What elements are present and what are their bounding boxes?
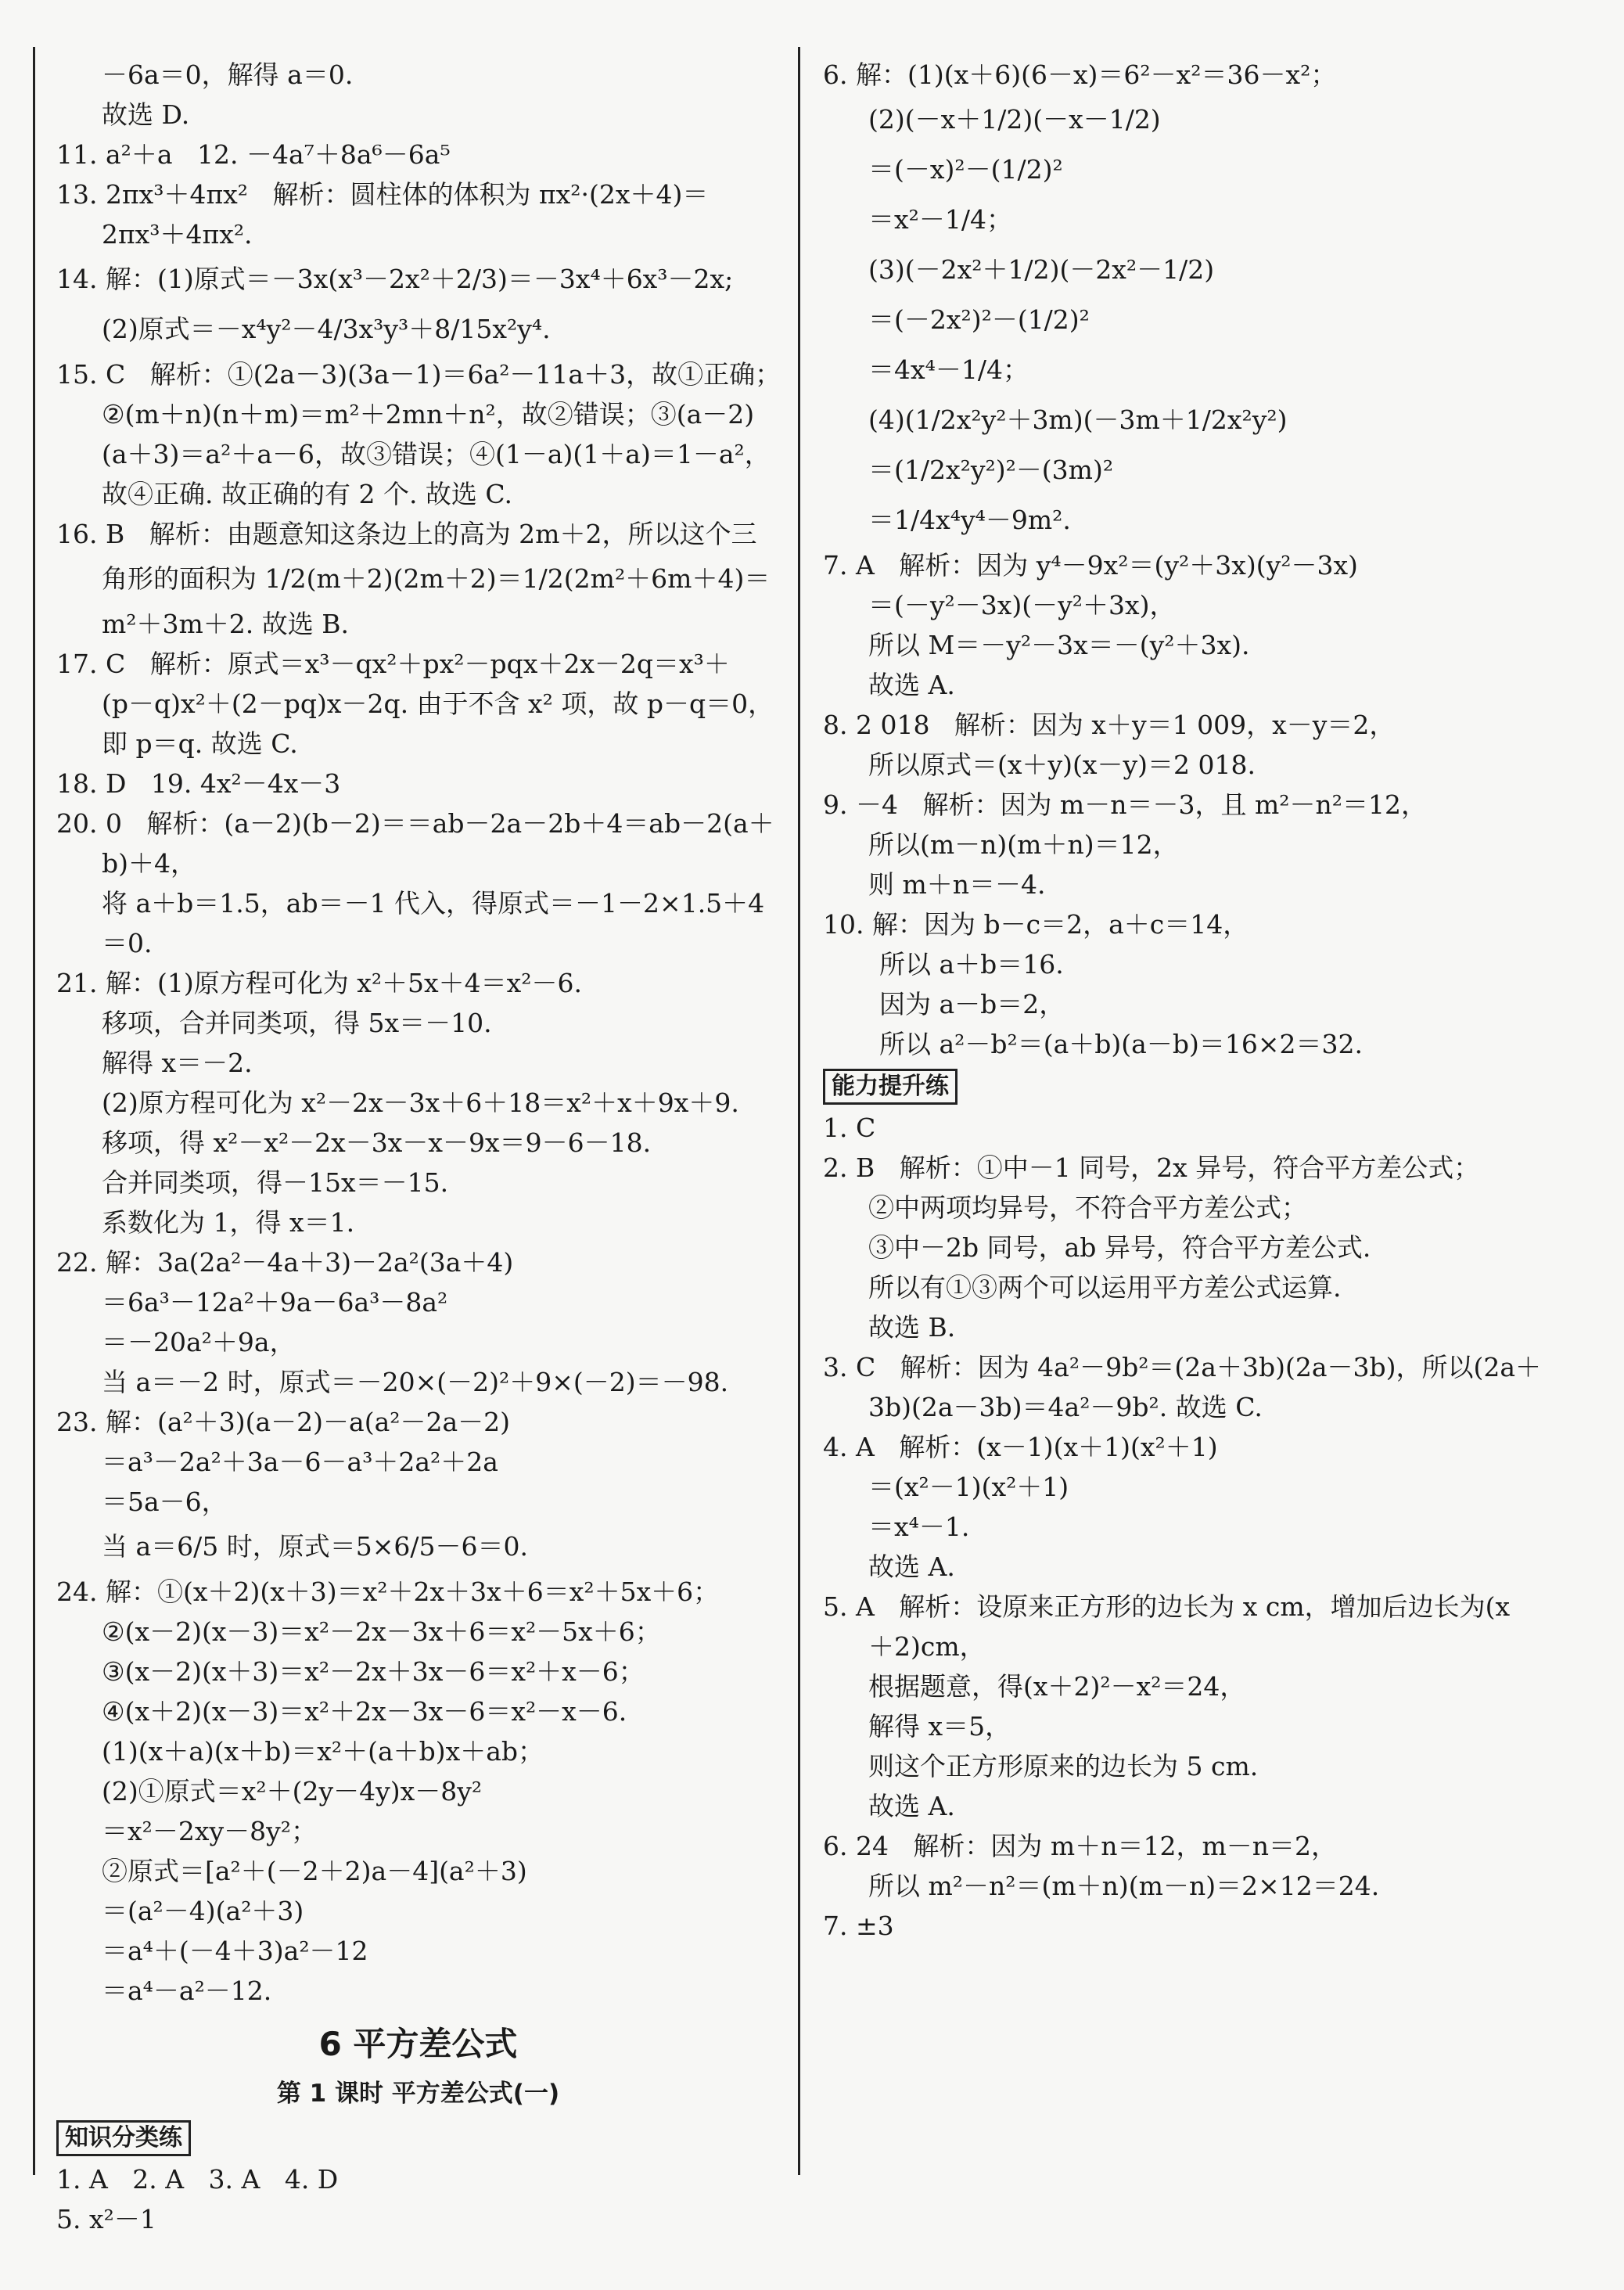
text-line: ＝(1/2x²y²)²－(3m)²: [868, 455, 1114, 485]
text-line: ＝1/4x⁴y⁴－9m².: [868, 505, 1071, 535]
text-line: 5. x²－1: [56, 2204, 156, 2234]
text-line: 9. －4 解析：因为 m－n＝－3，且 m²－n²＝12，: [823, 789, 1427, 820]
text-line: ＝(－2x²)²－(1/2)²: [868, 304, 1090, 335]
text-line: ＝0.: [102, 928, 153, 958]
text-line: 根据题意，得(x＋2)²－x²＝24，: [868, 1671, 1246, 1702]
text-line: 7. A 解析：因为 y⁴－9x²＝(y²＋3x)(y²－3x): [823, 550, 1358, 581]
text-line: (4)(1/2x²y²＋3m)(－3m＋1/2x²y²): [868, 404, 1288, 435]
text-line: 3. C 解析：因为 4a²－9b²＝(2a＋3b)(2a－3b)，所以(2a＋: [823, 1352, 1542, 1382]
text-line: 系数化为 1，得 x＝1.: [102, 1207, 355, 1238]
text-line: 5. A 解析：设原来正方形的边长为 x cm，增加后边长为(x: [823, 1591, 1511, 1622]
text-line: 所以(m－n)(m＋n)＝12，: [868, 829, 1179, 860]
text-line: 故选 B.: [868, 1312, 956, 1343]
text-line: －6a＝0，解得 a＝0.: [102, 59, 354, 90]
text-line: 故选 A.: [868, 1551, 955, 1582]
text-line: ＝－20a²＋9a，: [102, 1327, 296, 1357]
text-line: 20. 0 解析：(a－2)(b－2)＝＝ab－2a－2b＋4＝ab－2(a＋: [56, 808, 774, 839]
text-line: 11. a²＋a 12. －4a⁷＋8a⁶－6a⁵: [56, 139, 451, 170]
text-line: 故④正确. 故正确的有 2 个. 故选 C.: [102, 479, 512, 509]
text-line: 合并同类项，得－15x＝－15.: [102, 1167, 449, 1198]
text-line: (a＋3)＝a²＋a－6，故③错误；④(1－a)(1＋a)＝1－a²，: [102, 439, 771, 469]
text-line: 1. A 2. A 3. A 4. D: [56, 2164, 339, 2195]
text-line: 15. C 解析：①(2a－3)(3a－1)＝6a²－11a＋3，故①正确；: [56, 359, 781, 390]
text-line: ＝6a³－12a²＋9a－6a³－8a²: [102, 1287, 448, 1318]
text-line: 23. 解：(a²＋3)(a－2)－a(a²－2a－2): [56, 1407, 511, 1437]
text-line: ＝a³－2a²＋3a－6－a³＋2a²＋2a: [102, 1447, 498, 1477]
text-line: ＝x²－1/4；: [868, 204, 1012, 235]
text-line: 3b)(2a－3b)＝4a²－9b². 故选 C.: [868, 1392, 1263, 1422]
text-line: 13. 2πx³＋4πx² 解析：圆柱体的体积为 πx²·(2x＋4)＝: [56, 179, 709, 210]
text-line: (2)①原式＝x²＋(2y－4y)x－8y²: [102, 1776, 483, 1806]
column-divider: [798, 47, 800, 2175]
text-line: ＋2)cm，: [868, 1631, 986, 1662]
text-line: 1. C: [823, 1113, 876, 1143]
text-line: 解得 x＝－2.: [102, 1048, 253, 1078]
text-line: ＝a⁴＋(－4＋3)a²－12: [102, 1936, 368, 1966]
text-line: ＝x⁴－1.: [868, 1512, 970, 1542]
text-line: (2)原方程可化为 x²－2x－3x＋6＋18＝x²＋x＋9x＋9.: [102, 1087, 739, 1118]
left-margin-rule: [33, 47, 35, 2175]
subsection-title: 第 1 课时 平方差公式(一): [276, 2080, 560, 2108]
text-line: (p－q)x²＋(2－pq)x－2q. 由于不含 x² 项，故 p－q＝0，: [102, 688, 774, 719]
right-column: [823, 55, 1605, 1946]
text-line: 故选 A.: [868, 670, 955, 700]
text-line: ＝(x²－1)(x²＋1): [868, 1472, 1069, 1502]
text-line: 将 a＋b＝1.5，ab＝－1 代入，得原式＝－1－2×1.5＋4: [102, 888, 765, 919]
text-line: 8. 2 018 解析：因为 x＋y＝1 009，x－y＝2，: [823, 710, 1396, 740]
text-line: ③中－2b 同号，ab 异号，符合平方差公式.: [868, 1232, 1371, 1263]
text-line: 则 m＋n＝－4.: [868, 869, 1046, 900]
text-line: 所以 a＋b＝16.: [879, 949, 1064, 980]
text-line: 6. 解：(1)(x＋6)(6－x)＝6²－x²＝36－x²；: [823, 59, 1337, 90]
text-line: 4. A 解析：(x－1)(x＋1)(x²＋1): [823, 1432, 1218, 1462]
text-line: ＝(－x)²－(1/2)²: [868, 154, 1063, 185]
text-line: 24. 解：①(x＋2)(x＋3)＝x²＋2x＋3x＋6＝x²＋5x＋6；: [56, 1576, 720, 1607]
text-line: 则这个正方形原来的边长为 5 cm.: [868, 1751, 1259, 1781]
text-line: 角形的面积为 1/2(m＋2)(2m＋2)＝1/2(2m²＋6m＋4)＝: [102, 563, 771, 594]
text-line: ＝a⁴－a²－12.: [102, 1975, 272, 2006]
text-line: ＝(a²－4)(a²＋3): [102, 1896, 304, 1926]
text-line: 6. 24 解析：因为 m＋n＝12，m－n＝2，: [823, 1831, 1338, 1861]
text-line: (1)(x＋a)(x＋b)＝x²＋(a＋b)x＋ab；: [102, 1736, 544, 1767]
text-line: 2. B 解析：①中－1 同号，2x 异号，符合平方差公式；: [823, 1152, 1480, 1183]
section-box-label: 能力提升练: [823, 1069, 958, 1105]
text-line: ＝5a－6，: [102, 1487, 228, 1517]
text-line: 即 p＝q. 故选 C.: [102, 728, 298, 759]
text-line: 故选 D.: [102, 99, 190, 130]
text-line: 21. 解：(1)原方程可化为 x²＋5x＋4＝x²－6.: [56, 968, 582, 998]
text-line: 所以 m²－n²＝(m＋n)(m－n)＝2×12＝24.: [868, 1871, 1380, 1901]
section-title: 6 平方差公式: [318, 2025, 518, 2063]
text-line: 10. 解：因为 b－c＝2，a＋c＝14，: [823, 909, 1249, 940]
text-line: 故选 A.: [868, 1791, 955, 1821]
text-line: (2)(－x＋1/2)(－x－1/2): [868, 104, 1161, 135]
text-line: (3)(－2x²＋1/2)(－2x²－1/2): [868, 254, 1215, 285]
left-column: [56, 55, 780, 2239]
text-line: ＝x²－2xy－8y²；: [102, 1816, 317, 1846]
text-line: 移项，合并同类项，得 5x＝－10.: [102, 1008, 492, 1038]
text-line: 18. D 19. 4x²－4x－3: [56, 768, 341, 799]
text-line: ＝(－y²－3x)(－y²＋3x)，: [868, 590, 1176, 620]
text-line: 解得 x＝5，: [868, 1711, 1011, 1742]
text-line: 17. C 解析：原式＝x³－qx²＋px²－pqx＋2x－2q＝x³＋: [56, 649, 730, 679]
text-line: ＝4x⁴－1/4；: [868, 354, 1029, 385]
text-line: 7. ±3: [823, 1911, 894, 1941]
text-line: 所以 M＝－y²－3x＝－(y²＋3x).: [868, 630, 1250, 660]
text-line: b)＋4，: [102, 848, 196, 879]
text-line: 所以原式＝(x＋y)(x－y)＝2 018.: [868, 750, 1256, 780]
text-line: 移项，得 x²－x²－2x－3x－x－9x＝9－6－18.: [102, 1127, 652, 1158]
text-line: ②(m＋n)(n＋m)＝m²＋2mn＋n²，故②错误；③(a－2): [102, 399, 755, 430]
text-line: 当 a＝－2 时，原式＝－20×(－2)²＋9×(－2)＝－98.: [102, 1367, 729, 1397]
text-line: 当 a＝6/5 时，原式＝5×6/5－6＝0.: [102, 1531, 528, 1562]
text-line: ③(x－2)(x＋3)＝x²－2x＋3x－6＝x²＋x－6；: [102, 1656, 645, 1687]
section-box-label: 知识分类练: [56, 2120, 191, 2156]
text-line: ④(x＋2)(x－3)＝x²＋2x－3x－6＝x²－x－6.: [102, 1696, 627, 1727]
text-line: 16. B 解析：由题意知这条边上的高为 2m＋2，所以这个三: [56, 519, 757, 549]
text-line: 因为 a－b＝2，: [879, 989, 1065, 1019]
text-line: ②原式＝[a²＋(－2＋2)a－4](a²＋3): [102, 1856, 527, 1886]
text-line: 2πx³＋4πx².: [102, 219, 253, 250]
text-line: ②(x－2)(x－3)＝x²－2x－3x＋6＝x²－5x＋6；: [102, 1616, 661, 1647]
text-line: (2)原式＝－x⁴y²－4/3x³y³＋8/15x²y⁴.: [102, 314, 551, 344]
text-line: 所以 a²－b²＝(a＋b)(a－b)＝16×2＝32.: [879, 1029, 1363, 1059]
text-line: 22. 解：3a(2a²－4a＋3)－2a²(3a＋4): [56, 1247, 514, 1278]
text-line: m²＋3m＋2. 故选 B.: [102, 609, 350, 639]
text-line: ②中两项均异号，不符合平方差公式；: [868, 1192, 1307, 1223]
text-line: 所以有①③两个可以运用平方差公式运算.: [868, 1272, 1342, 1303]
text-line: 14. 解：(1)原式＝－3x(x³－2x²＋2/3)＝－3x⁴＋6x³－2x;: [56, 264, 734, 294]
